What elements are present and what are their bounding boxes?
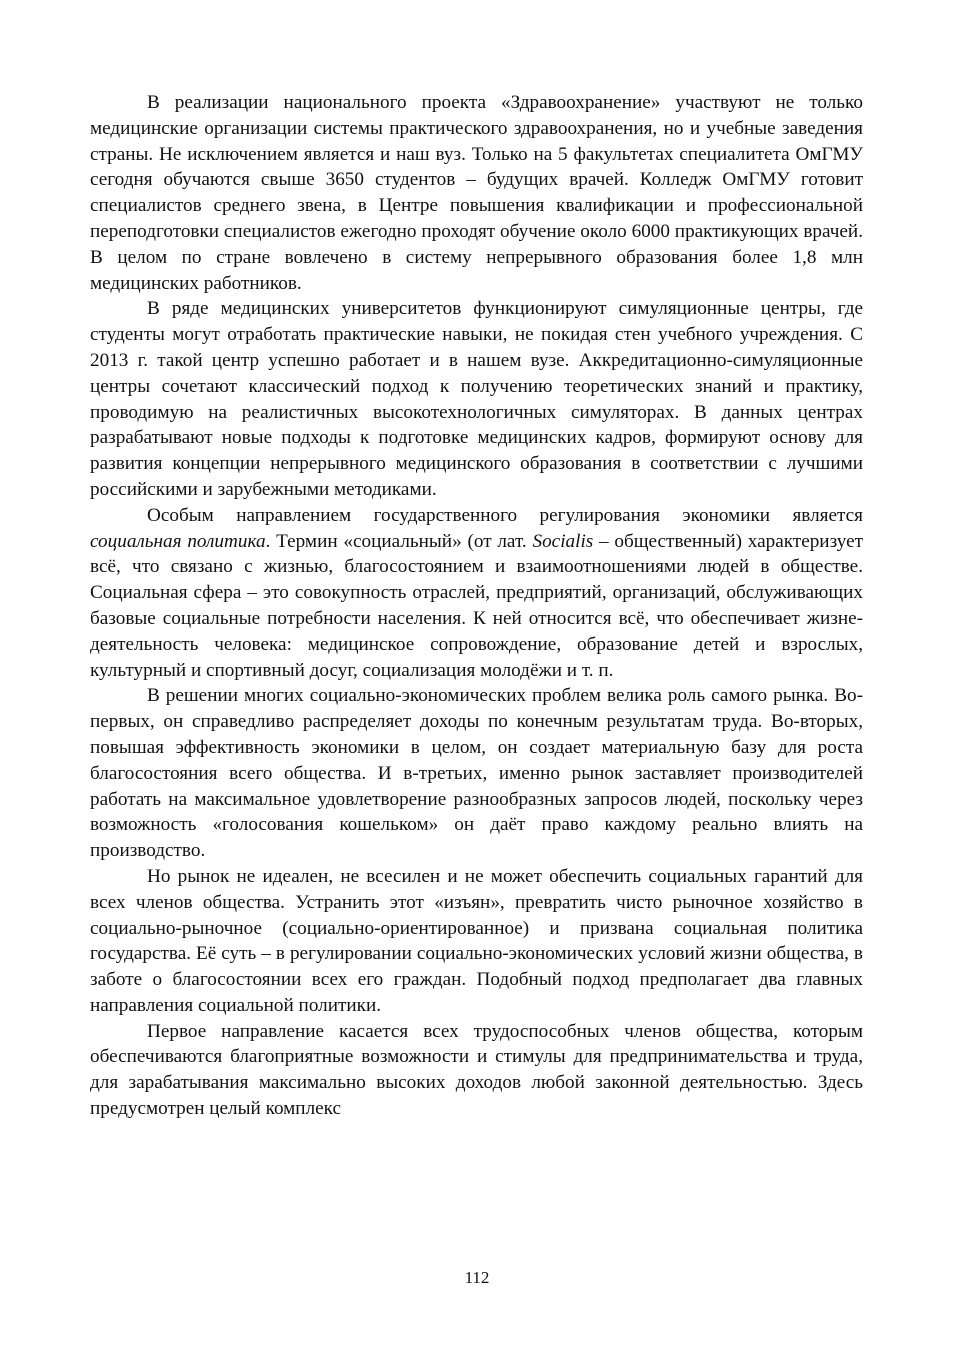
page-body	[90, 90, 863, 1122]
paragraph-social-policy-part3: – общественный) характеризует всё, что связано с жизнью, благосостоянием и взаимоотношениями людей в обществе. Социальная сфера – это совокупность отраслей, предприятий, организаций, обслуживающих базовые социальные потребности населения. К ней относится всё, что обеспечивает жизне-деятельность человека: медицинское сопровождение, образование детей и взрослых, культурный и спортивный досуг, социализация молодёжи и т. п.	[90, 530, 863, 681]
term-socialis: Socialis	[532, 530, 594, 552]
paragraph-market-limits: Но рынок не идеален, не всесилен и не может обеспечить социальных гарантий для всех членов общества. Устранить этот «изъян», превратить чисто рыночное хозяйство в социально-рыночное (социально-ориентированное) и призвана социальная политика государства. Её суть – в регулировании социально-экономических условий жизни общества, в заботе о благосостоянии всех его граждан. Подобный подход предполагает два главных направления социальной политики.	[90, 865, 863, 1016]
paragraph-social-policy-part2: . Термин «социальный» (от лат.	[265, 530, 533, 552]
paragraph-market-role: В решении многих социально-экономических проблем велика роль самого рынка. Во-первых, он справедливо распределяет доходы по конечным результатам труда. Во-вторых, повышая эффективность экономики в целом, он создает материальную базу для роста благосостояния всего общества. И в-третьих, именно рынок заставляет производителей работать на максимальное удовлетворение разнообразных запросов людей, поскольку через возможность «голосования кошельком» он даёт право каждому реально влиять на производство.	[90, 685, 863, 862]
paragraph-social-policy	[90, 503, 863, 684]
paragraph-first-direction: Первое направление касается всех трудоспособных членов общества, которым обеспечиваются благоприятные возможности и стимулы для предпринимательства и труда, для зарабатывания максимально высоких доходов любой законной деятельностью. Здесь предусмотрен целый комплекс	[90, 1020, 863, 1120]
term-social-policy: социальная политика	[90, 530, 266, 552]
page-number: 112	[464, 1268, 490, 1287]
paragraph-simulation-centers: В ряде медицинских университетов функционируют симуляционные центры, где студенты могут отработать практические навыки, не покидая стен учебного учреждения. С 2013 г. такой центр успешно работает и в нашем вузе. Аккредитационно-симуляционные центры сочетают классический подход к получению теоретических знаний и практику, проводимую на реалистичных высокотехнологичных симуляторах. В данных центрах разрабатывают новые подходы к подготовке медицинских кадров, формируют основу для развития концепции непрерывного медицинского образования в соответствии с лучшими российскими и зарубежными методиками.	[90, 298, 863, 500]
paragraph-healthcare-project: В реализации национального проекта «Здравоохранение» участвуют не только медицинские организации системы практического здравоохранения, но и учебные заведения страны. Не исключением является и наш вуз. Только на 5 факультетах специалитета ОмГМУ сегодня обучаются свыше 3650 студентов – будущих врачей. Колледж ОмГМУ готовит специалистов среднего звена, в Центре повышения квалификации и профессиональной переподготовки специалистов ежегодно проходят обучение около 6000 практикующих врачей. В целом по стране вовлечено в систему непрерывного образования более 1,8 млн медицинских работников.	[90, 92, 863, 294]
paragraph-social-policy-part1: Особым направлением государственного регулирования экономики является	[147, 504, 863, 526]
